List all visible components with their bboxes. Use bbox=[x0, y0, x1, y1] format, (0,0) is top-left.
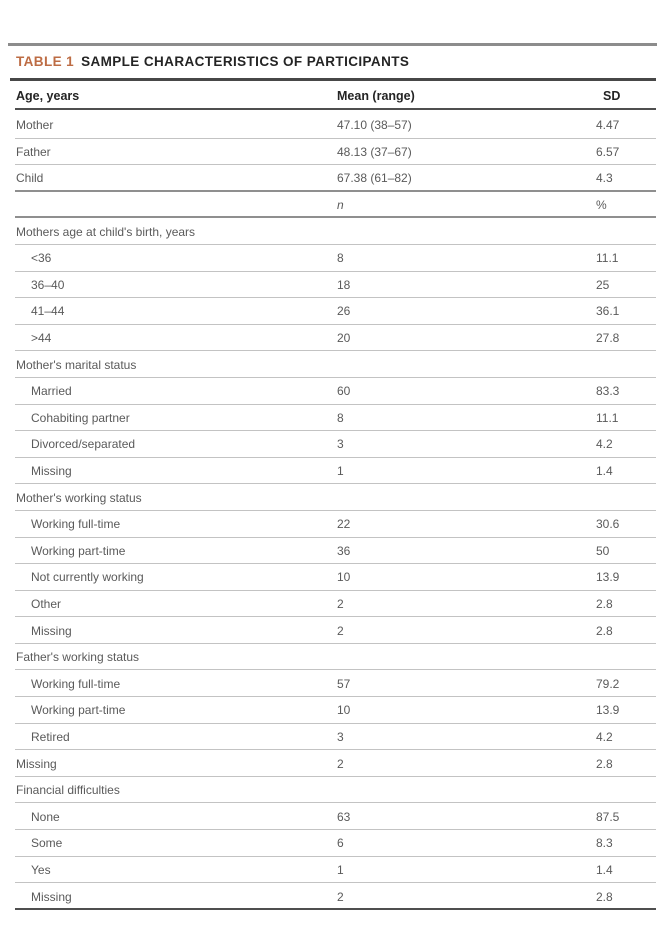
row-value-sd: 2.8 bbox=[596, 623, 613, 638]
row-value-sd: 2.8 bbox=[596, 889, 613, 904]
row-value-mean: 2 bbox=[337, 889, 344, 904]
row-value-mean: 36 bbox=[337, 543, 351, 558]
row-value-mean: 3 bbox=[337, 437, 344, 452]
table-body bbox=[0, 112, 665, 910]
row-value-mean: 57 bbox=[337, 676, 351, 691]
row-value-sd: 8.3 bbox=[596, 836, 613, 851]
section-header-row bbox=[0, 484, 665, 511]
row-value-mean: 22 bbox=[337, 517, 351, 532]
row-value-mean: 6 bbox=[337, 836, 344, 851]
row-label: Other bbox=[31, 596, 62, 611]
table-row bbox=[0, 458, 665, 485]
row-value-mean: 1 bbox=[337, 464, 344, 479]
row-label: Working full-time bbox=[31, 676, 121, 691]
table-title bbox=[16, 54, 655, 69]
row-label: Retired bbox=[31, 729, 70, 744]
row-label: Yes bbox=[31, 862, 51, 877]
table-row bbox=[0, 431, 665, 458]
table-row bbox=[0, 564, 665, 591]
table-row bbox=[0, 298, 665, 325]
row-label: 36–40 bbox=[31, 277, 65, 292]
row-label: Working part-time bbox=[31, 703, 126, 718]
row-value-sd: 83.3 bbox=[596, 384, 620, 399]
row-value-mean: 20 bbox=[337, 331, 351, 346]
table-row bbox=[0, 697, 665, 724]
table-row bbox=[0, 830, 665, 857]
row-value-mean: 67.38 (61–82) bbox=[337, 171, 412, 186]
top-divider bbox=[8, 43, 657, 46]
row-label: >44 bbox=[31, 331, 52, 346]
row-value-mean: 48.13 (37–67) bbox=[337, 144, 412, 159]
table-row bbox=[0, 325, 665, 352]
table-row bbox=[0, 112, 665, 139]
row-label: Missing bbox=[31, 889, 72, 904]
row-value-mean: 2 bbox=[337, 596, 344, 611]
section-header-row bbox=[0, 351, 665, 378]
table-row bbox=[0, 617, 665, 644]
row-label: Some bbox=[31, 836, 63, 851]
table-row bbox=[0, 883, 665, 910]
table-row bbox=[0, 750, 665, 777]
row-value-sd: 25 bbox=[596, 277, 610, 292]
row-label: Child bbox=[16, 171, 44, 186]
row-label: Working full-time bbox=[31, 517, 121, 532]
row-value-sd: 36.1 bbox=[596, 304, 620, 319]
row-value-sd: 50 bbox=[596, 543, 610, 558]
row-value-sd: 30.6 bbox=[596, 517, 620, 532]
row-value-mean: 8 bbox=[337, 251, 344, 266]
row-label: Cohabiting partner bbox=[31, 410, 130, 425]
row-value-sd: 4.2 bbox=[596, 729, 613, 744]
section-label: Mother's working status bbox=[16, 490, 142, 505]
row-value-mean: 2 bbox=[337, 756, 344, 771]
row-value-mean: 1 bbox=[337, 862, 344, 877]
table-row bbox=[0, 803, 665, 830]
row-value-sd: 1.4 bbox=[596, 464, 613, 479]
table-row bbox=[0, 192, 665, 219]
row-value-mean: 8 bbox=[337, 410, 344, 425]
section-header-row bbox=[0, 777, 665, 804]
table-row bbox=[0, 591, 665, 618]
row-value-sd: 4.47 bbox=[596, 118, 620, 133]
row-value-sd: 79.2 bbox=[596, 676, 620, 691]
row-label: Working part-time bbox=[31, 543, 126, 558]
section-label: Mother's marital status bbox=[16, 357, 137, 372]
row-value-mean: n bbox=[337, 198, 344, 213]
row-label: Missing bbox=[31, 464, 72, 479]
section-header-row bbox=[0, 218, 665, 245]
row-value-sd: 13.9 bbox=[596, 570, 620, 585]
row-value-sd: 11.1 bbox=[596, 410, 619, 425]
row-label: 41–44 bbox=[31, 304, 65, 319]
row-value-sd: 2.8 bbox=[596, 596, 613, 611]
row-label: Father bbox=[16, 144, 51, 159]
section-label: Father's working status bbox=[16, 650, 140, 665]
section-label: Mothers age at child's birth, years bbox=[16, 224, 196, 239]
row-label: Missing bbox=[16, 756, 57, 771]
row-value-sd: 6.57 bbox=[596, 144, 620, 159]
row-value-mean: 26 bbox=[337, 304, 351, 319]
row-value-mean: 63 bbox=[337, 809, 351, 824]
table-row bbox=[0, 245, 665, 272]
row-value-sd: 1.4 bbox=[596, 862, 613, 877]
table-number-label: TABLE 1 bbox=[16, 54, 75, 69]
row-value-mean: 47.10 (38–57) bbox=[337, 118, 412, 133]
column-header-age-years: Age, years bbox=[16, 88, 80, 103]
section-label: Financial difficulties bbox=[16, 783, 120, 798]
row-value-sd: 4.2 bbox=[596, 437, 613, 452]
table-row bbox=[0, 538, 665, 565]
row-label: Married bbox=[31, 384, 72, 399]
row-label: None bbox=[31, 809, 60, 824]
row-value-sd: 13.9 bbox=[596, 703, 620, 718]
column-header-mean-range: Mean (range) bbox=[337, 88, 415, 103]
row-value-sd: 27.8 bbox=[596, 331, 620, 346]
row-label: Mother bbox=[16, 118, 54, 133]
column-header-sd: SD bbox=[603, 88, 621, 103]
row-value-mean: 60 bbox=[337, 384, 351, 399]
row-label: Divorced/separated bbox=[31, 437, 136, 452]
row-value-sd: 2.8 bbox=[596, 756, 613, 771]
table-row bbox=[0, 724, 665, 751]
row-label: Missing bbox=[31, 623, 72, 638]
row-value-sd: 11.1 bbox=[596, 251, 619, 266]
row-value-mean: 18 bbox=[337, 277, 351, 292]
row-value-mean: 10 bbox=[337, 703, 351, 718]
table-row bbox=[0, 857, 665, 884]
row-value-sd: 87.5 bbox=[596, 809, 620, 824]
row-label: <36 bbox=[31, 251, 52, 266]
row-value-mean: 10 bbox=[337, 570, 351, 585]
table-row bbox=[0, 670, 665, 697]
row-value-sd: % bbox=[596, 198, 607, 213]
row-label: Not currently working bbox=[31, 570, 144, 585]
table-row bbox=[0, 378, 665, 405]
table-row bbox=[0, 511, 665, 538]
section-header-row bbox=[0, 644, 665, 671]
table-row bbox=[0, 272, 665, 299]
table-row bbox=[0, 405, 665, 432]
column-header-row bbox=[0, 81, 665, 110]
row-value-sd: 4.3 bbox=[596, 171, 613, 186]
table-title-text: SAMPLE CHARACTERISTICS OF PARTICIPANTS bbox=[81, 54, 410, 69]
row-value-mean: 2 bbox=[337, 623, 344, 638]
row-value-mean: 3 bbox=[337, 729, 344, 744]
table-row bbox=[0, 165, 665, 192]
table-row bbox=[0, 139, 665, 166]
